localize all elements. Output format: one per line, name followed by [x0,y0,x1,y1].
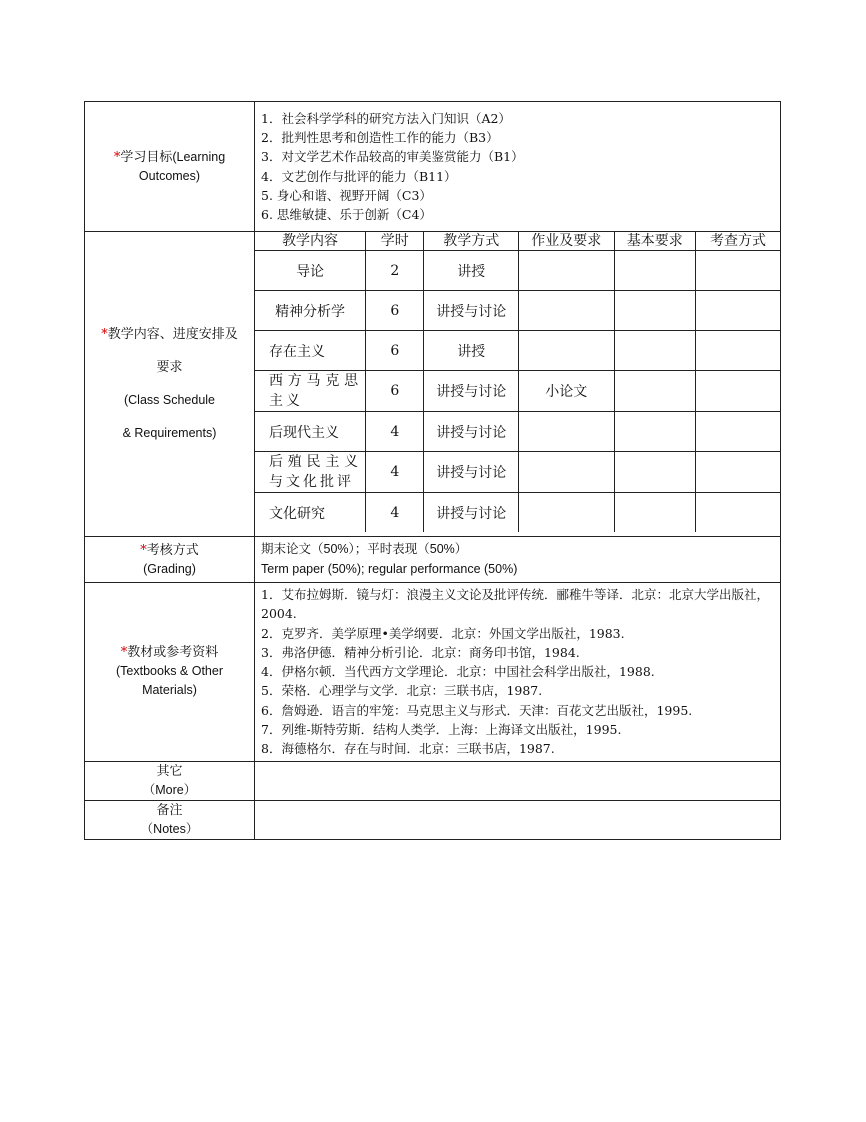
notes-row [85,800,781,839]
list-item: 4．伊格尔顿．当代西方文学理论．北京：中国社会科学出版社，1988. [261,664,655,680]
exam-method-cell [695,251,780,291]
method-cell: 讲授与讨论 [424,412,519,452]
grading-label-cn: 考核方式 [146,542,199,558]
hours-cell: 4 [366,412,424,452]
hours-cell: 4 [366,452,424,493]
hours-cell: 6 [366,291,424,331]
schedule-content [255,232,781,537]
exam-method-cell [695,452,780,493]
required-mark: * [120,645,128,661]
grading-line-en: Term paper (50%); regular performance (50%) [261,561,518,576]
table-row [255,452,780,493]
method-cell: 讲授 [424,331,519,371]
more-label-en: （More） [142,782,197,797]
textbooks-label-cn: 教材或参考资料 [127,645,219,661]
hours-cell: 2 [366,251,424,291]
basic-requirement-cell [614,251,695,291]
homework-cell: 小论文 [518,371,614,412]
table-row [255,251,780,291]
required-mark: * [140,542,147,558]
more-label [85,761,255,800]
schedule-label-en-2: & Requirements) [122,426,217,440]
list-item: 2．批判性思考和创造性工作的能力（B3） [261,129,499,145]
list-item: 1．社会科学学科的研究方法入门知识（A2） [261,110,511,126]
list-item: 6. 思维敏捷、乐于创新（C4） [261,207,432,223]
textbooks-row [85,583,781,762]
topic-cell: 精神分析学 [255,291,366,331]
homework-cell [518,412,614,452]
column-header: 学时 [366,232,424,251]
schedule-row [85,232,781,537]
exam-method-cell [695,412,780,452]
basic-requirement-cell [614,452,695,493]
basic-requirement-cell [614,493,695,533]
topic-cell: 导论 [255,251,366,291]
basic-requirement-cell [614,331,695,371]
textbooks-label-en-1: (Textbooks & Other [116,664,223,679]
list-item: 5. 身心和谐、视野开阔（C3） [261,187,432,203]
basic-requirement-cell [614,412,695,452]
hours-cell: 6 [366,371,424,412]
schedule-label-en-1: (Class Schedule [123,393,215,407]
hours-cell: 6 [366,331,424,371]
topic-cell: 西方马克思主义 [255,371,366,412]
schedule-table [255,232,780,532]
grading-row [85,537,781,583]
list-item: 3．弗洛伊德．精神分析引论．北京：商务印书馆，1984. [261,644,580,660]
notes-label [85,800,255,839]
schedule-label-cn-1: 教学内容、进度安排及 [107,327,238,342]
column-header: 教学方式 [424,232,519,251]
hours-cell: 4 [366,493,424,533]
required-mark: * [101,327,108,342]
learning-outcomes-list [255,107,780,227]
column-header: 作业及要求 [518,232,614,251]
topic-cell: 后现代主义 [255,412,366,452]
list-item: 8．海德格尔．存在与时间．北京：三联书店，1987. [261,741,555,757]
table-row [255,371,780,412]
method-cell: 讲授与讨论 [424,493,519,533]
more-label-cn: 其它 [156,763,183,779]
textbooks-list [255,583,780,761]
method-cell: 讲授与讨论 [424,291,519,331]
column-header: 考查方式 [695,232,780,251]
homework-cell [518,452,614,493]
grading-label-en: (Grading) [143,561,196,576]
learning-outcomes-label [85,102,255,232]
homework-cell [518,331,614,371]
grading-content [255,537,781,583]
exam-method-cell [695,291,780,331]
list-item: 2．克罗齐．美学原理•美学纲要．北京：外国文学出版社，1983. [261,625,625,641]
notes-label-en: （Notes） [140,821,199,836]
column-header: 教学内容 [255,232,366,251]
schedule-label [85,232,255,537]
notes-content [255,800,781,839]
learning-label-en: (Learning Outcomes) [138,149,226,183]
required-mark: * [113,149,121,165]
homework-cell [518,291,614,331]
exam-method-cell [695,493,780,533]
topic-cell: 存在主义 [255,331,366,371]
table-row [255,331,780,371]
method-cell: 讲授与讨论 [424,371,519,412]
column-header: 基本要求 [614,232,695,251]
schedule-header-row [255,232,780,251]
homework-cell [518,251,614,291]
grading-line-cn: 期末论文（50%）；平时表现（50%） [261,542,468,557]
textbooks-label-en-2: Materials) [142,683,197,698]
learning-outcomes-row [85,102,781,232]
exam-method-cell [695,331,780,371]
method-cell: 讲授与讨论 [424,452,519,493]
exam-method-cell [695,371,780,412]
textbooks-content [255,583,781,762]
notes-label-cn: 备注 [156,802,183,818]
method-cell: 讲授 [424,251,519,291]
topic-cell: 后殖民主义与文化批评 [255,452,366,493]
table-row [255,291,780,331]
schedule-label-cn-2: 要求 [156,360,183,375]
basic-requirement-cell [614,291,695,331]
more-content [255,761,781,800]
homework-cell [518,493,614,533]
topic-cell: 文化研究 [255,493,366,533]
list-item: 1．艾布拉姆斯．镜与灯：浪漫主义文论及批评传统．郦稚牛等译．北京：北京大学出版社，2004. [261,587,769,622]
more-row [85,761,781,800]
basic-requirement-cell [614,371,695,412]
learning-outcomes-content [255,102,781,232]
textbooks-label [85,583,255,762]
grading-text [255,538,780,581]
grading-label [85,537,255,583]
list-item: 7．列维-斯特劳斯．结构人类学．上海：上海译文出版社，1995. [261,722,622,738]
list-item: 4．文艺创作与批评的能力（B11） [261,168,457,184]
list-item: 5．荣格．心理学与文学．北京：三联书店，1987. [261,683,543,699]
list-item: 6．詹姆逊．语言的牢笼：马克思主义与形式．天津：百花文艺出版社，1995. [261,702,693,718]
table-row [255,493,780,533]
table-row [255,412,780,452]
learning-label-cn: 学习目标 [120,149,173,165]
syllabus-table [84,101,781,840]
list-item: 3．对文学艺术作品较高的审美鉴赏能力（B1） [261,149,524,165]
